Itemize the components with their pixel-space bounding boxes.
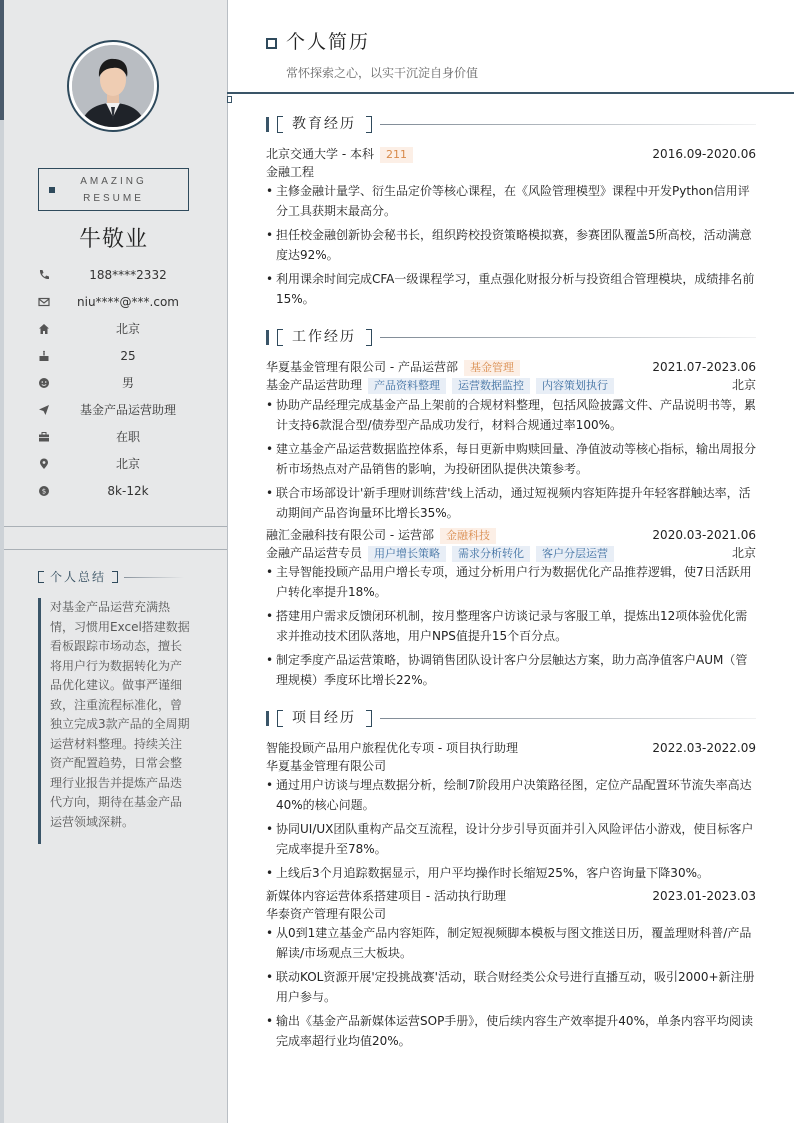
job-2-header-row: [266, 526, 756, 544]
section-bar: [266, 330, 269, 345]
skill-tag: 客户分层运营: [536, 546, 614, 562]
project-date: 2022.03-2022.09: [652, 741, 756, 755]
status-text: 在职: [115, 430, 140, 444]
section-projects-heading: [266, 710, 756, 730]
company-name: 融汇金融科技有限公司 - 运营部: [266, 528, 434, 542]
project-2-org-row: [266, 905, 756, 923]
company-tag: 基金管理: [464, 360, 520, 376]
list-item: • 从0到1建立基金产品内容矩阵，制定短视频脚本模板与图文推送日历，覆盖理财科普/产品解读/市场观点三大板块。: [266, 923, 756, 963]
education-header-row: [266, 145, 756, 163]
job-role: 金融产品运营专员: [266, 546, 363, 560]
section-line: [380, 124, 756, 125]
square-outline-icon: [266, 38, 277, 49]
list-item: • 制定季度产品运营策略，协调销售团队设计客户分层触达方案，助力高净值客户AUM（管理规模）季度环比增长22%。: [266, 650, 756, 690]
age-text: 25: [120, 349, 136, 363]
section-title: 工作经历: [292, 329, 356, 345]
info-gender: [38, 374, 198, 394]
home-text: 北京: [115, 322, 140, 336]
job-date: 2020.03-2021.06: [652, 528, 756, 542]
skill-tag: 内容策划执行: [536, 378, 614, 394]
major: 金融工程: [266, 165, 315, 179]
section-line: [380, 718, 756, 719]
job-1-role-row: [266, 376, 756, 394]
job-2-role-row: [266, 544, 756, 562]
section-line: [380, 337, 756, 338]
education-bullets: [266, 181, 756, 313]
info-phone: [38, 266, 198, 286]
bracket-left-icon: [38, 571, 44, 583]
list-item: • 主导智能投顾产品用户增长专项，通过分析用户行为数据优化产品推荐逻辑，使7日活跃用户转化率提升18%。: [266, 562, 756, 602]
section-work-heading: [266, 329, 756, 349]
education-date: 2016.09-2020.06: [652, 147, 756, 161]
skill-tag: 运营数据监控: [452, 378, 530, 394]
email-text: niu****@***.com: [77, 295, 179, 309]
cake-icon: [38, 350, 50, 362]
summary-heading-line: [124, 577, 184, 578]
bracket-right-icon: [366, 329, 372, 346]
face-icon: [38, 377, 50, 389]
location-pin-icon: [38, 458, 50, 470]
company-tag: 金融科技: [440, 528, 496, 544]
page-title-text: 个人简历: [286, 31, 371, 53]
amazing-text: AMAZING: [80, 176, 147, 187]
job-1-bullets: [266, 395, 756, 527]
briefcase-icon: [38, 431, 50, 443]
project-org: 华泰资产管理有限公司: [266, 907, 387, 921]
mail-icon: [38, 296, 50, 308]
resume-text: RESUME: [83, 193, 144, 204]
list-item: • 联合市场部设计'新手理财训练营'线上活动，通过短视频内容矩阵提升年轻客群触达率，活动期间产品咨询量环比增长35%。: [266, 483, 756, 523]
location-text: 北京: [115, 457, 140, 471]
bracket-left-icon: [277, 116, 283, 133]
list-item: • 协同UI/UX团队重构产品交互流程，设计分步引导页面并引入风险评估小游戏，使目标客户完成率提升至78%。: [266, 819, 756, 859]
list-item: • 担任校金融创新协会秘书长，组织跨校投资策略模拟赛，参赛团队覆盖5所高校，活动满意度达92%。: [266, 225, 756, 265]
amazing-resume-box: [38, 168, 189, 211]
info-location: [38, 455, 198, 475]
project-name: 新媒体内容运营体系搭建项目 - 活动执行助理: [266, 889, 506, 903]
sidebar-edge-accent: [0, 0, 4, 120]
info-status: [38, 428, 198, 448]
project-1-header-row: [266, 739, 756, 757]
school-name: 北京交通大学 - 本科: [266, 147, 374, 161]
job-2-bullets: [266, 562, 756, 694]
sidebar-divider-top: [4, 526, 227, 527]
section-education-heading: [266, 116, 756, 136]
list-item: • 搭建用户需求反馈闭环机制，按月整理客户访谈记录与客服工单，提炼出12项体验优化需求并推动技术团队落地，用户NPS值提升15个百分点。: [266, 606, 756, 646]
school-tag: 211: [380, 147, 413, 163]
salary-text: 8k-12k: [107, 484, 149, 498]
gender-text: 男: [121, 376, 134, 390]
skill-tag: 产品资料整理: [368, 378, 446, 394]
job-city: 北京: [731, 378, 756, 392]
list-item: • 联动KOL资源开展'定投挑战赛'活动，联合财经类公众号进行直播互动，吸引2000+新注册用户参与。: [266, 967, 756, 1007]
target-job-text: 基金产品运营助理: [79, 403, 176, 417]
skill-tag: 需求分析转化: [452, 546, 530, 562]
project-2-bullets: [266, 923, 756, 1055]
sidebar: [0, 0, 228, 1123]
list-item: • 建立基金产品运营数据监控体系，每日更新申购赎回量、净值波动等核心指标，输出周报分析市场热点对产品销售的影响，为投研团队提供决策参考。: [266, 439, 756, 479]
job-city: 北京: [731, 546, 756, 560]
avatar: [67, 40, 159, 132]
bracket-right-icon: [366, 710, 372, 727]
job-role: 基金产品运营助理: [266, 378, 363, 392]
svg-text:$: $: [41, 487, 47, 496]
phone-text: 188****2332: [89, 268, 167, 282]
list-item: • 输出《基金产品新媒体运营SOP手册》，使后续内容生产效率提升40%，单条内容平均阅读完成率超行业均值20%。: [266, 1011, 756, 1051]
summary-heading: [38, 569, 188, 585]
project-1-bullets: [266, 775, 756, 887]
list-item: • 主修金融计量学、衍生品定价等核心课程，在《风险管理模型》课程中开发Python信用评分工具获期末最高分。: [266, 181, 756, 221]
job-date: 2021.07-2023.06: [652, 360, 756, 374]
bracket-right-icon: [112, 571, 118, 583]
sidebar-divider-bottom: [4, 549, 227, 550]
summary-box: [38, 598, 191, 844]
list-item: • 上线后3个月追踪数据显示，用户平均操作时长缩短25%，客户咨询量下降30%。: [266, 863, 756, 883]
bracket-right-icon: [366, 116, 372, 133]
avatar-photo: [72, 45, 154, 127]
candidate-name: 牛敬业: [78, 227, 148, 252]
job-1-header-row: [266, 358, 756, 376]
skill-tag: 用户增长策略: [368, 546, 446, 562]
summary-title-text: 个人总结: [50, 570, 107, 584]
section-title: 项目经历: [292, 710, 356, 726]
company-name: 华夏基金管理有限公司 - 产品运营部: [266, 360, 458, 374]
info-salary: [38, 482, 198, 502]
info-home: [38, 320, 198, 340]
bracket-left-icon: [277, 329, 283, 346]
info-email: [38, 293, 198, 313]
list-item: • 协助产品经理完成基金产品上架前的合规材料整理，包括风险披露文件、产品说明书等，累计支持6款混合型/债券型产品成功发行，材料合规通过率100%。: [266, 395, 756, 435]
section-title: 教育经历: [292, 116, 356, 132]
list-item: • 通过用户访谈与埋点数据分析，绘制7阶段用户决策路径图，定位产品配置环节流失率高达40%的核心问题。: [266, 775, 756, 815]
phone-icon: [38, 269, 50, 281]
sidebar-edge: [0, 0, 4, 1123]
list-item: • 利用课余时间完成CFA一级课程学习，重点强化财报分析与投资组合管理模块，成绩排名前15%。: [266, 269, 756, 309]
project-2-header-row: [266, 887, 756, 905]
square-bullet-icon: [49, 187, 55, 193]
money-icon: [38, 485, 50, 497]
project-date: 2023.01-2023.03: [652, 889, 756, 903]
page-subtitle: 常怀探索之心，以实干沉淀自身价值: [286, 66, 479, 80]
send-icon: [38, 404, 50, 416]
section-bar: [266, 117, 269, 132]
info-age: [38, 347, 198, 367]
header-rule: [227, 92, 794, 94]
section-bar: [266, 711, 269, 726]
summary-text: 对基金产品运营充满热情，习惯用Excel搭建数据看板跟踪市场动态，擅长将用户行为数据转化为产品优化建议。做事严谨细致，注重流程标准化，曾独立完成3款产品的全周期运营材料整理。持续关注资产配置趋势，日常会整理行业报告并提炼产品迭代方向，期待在基金产品运营领域深耕。: [50, 600, 190, 829]
education-major-row: [266, 163, 756, 181]
project-org: 华夏基金管理有限公司: [266, 759, 387, 773]
bracket-left-icon: [277, 710, 283, 727]
project-name: 智能投顾产品用户旅程优化专项 - 项目执行助理: [266, 741, 518, 755]
project-1-org-row: [266, 757, 756, 775]
home-icon: [38, 323, 50, 335]
header-marker: [227, 96, 232, 103]
info-target-job: [38, 401, 198, 421]
